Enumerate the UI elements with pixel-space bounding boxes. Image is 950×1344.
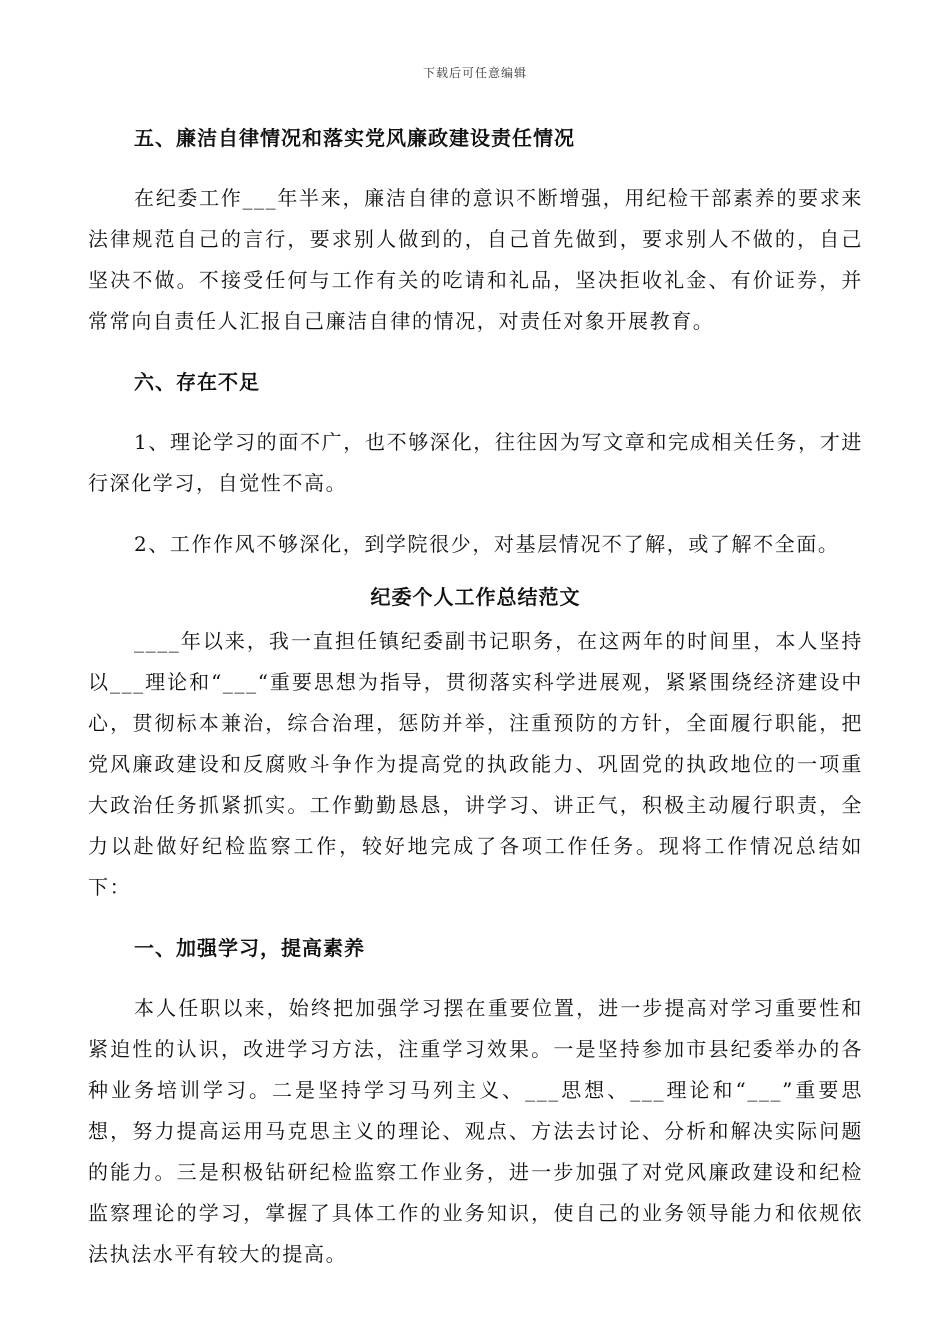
section-1-paragraph: 本人任职以来，始终把加强学习摆在重要位置，进一步提高对学习重要性和紧迫性的认识，改进学习方法，注重学习效果。一是坚持参加市县纪委举办的各种业务培训学习。二是坚持学习马列主义、___思想、___理论和“___”重要思想，努力提高运用马克思主义的理论、观点、方法去讨论、分析和解决实际问题的能力。三是积极钻研纪检监察工作业务，进一步加强了对党风廉政建设和纪检监察理论的学习，掌握了具体工作的业务知识，使自己的业务领导能力和依规依法执法水平有较大的提高。 [88, 996, 863, 1266]
document-title: 纪委个人工作总结范文 [370, 585, 581, 609]
section-6-item-2: 2、工作作风不够深化，到学院很少，对基层情况不了解，或了解不全面。 [134, 532, 840, 556]
section-6-heading: 六、存在不足 [134, 370, 260, 394]
section-1-heading: 一、加强学习，提高素养 [134, 936, 365, 960]
section-5-heading: 五、廉洁自律情况和落实党风廉政建设责任情况 [134, 126, 575, 150]
section-5-paragraph: 在纪委工作___年半来，廉洁自律的意识不断增强，用纪检干部素养的要求来法律规范自己的言行，要求别人做到的，自己首先做到，要求别人不做的，自己坚决不做。不接受任何与工作有关的吃请和礼品，坚决拒收礼金、有价证券，并常常向自责任人汇报自己廉洁自律的情况，对责任对象开展教育。 [88, 186, 863, 333]
page-header-note: 下载后可任意编辑 [422, 66, 527, 80]
intro-paragraph: ____年以来，我一直担任镇纪委副书记职务，在这两年的时间里，本人坚持以___理论和“___“重要思想为指导，贯彻落实科学进展观，紧紧围绕经济建设中心，贯彻标本兼治，综合治理，惩防并举，注重预防的方针，全面履行职能，把党风廉政建设和反腐败斗争作为提高党的执政能力、巩固党的执政地位的一项重大政治任务抓紧抓实。工作勤勤恳恳，讲学习、讲正气，积极主动履行职责，全力以赴做好纪检监察工作，较好地完成了各项工作任务。现将工作情况总结如下： [88, 629, 863, 899]
document-body [88, 118, 863, 1275]
section-6-item-1: 1、理论学习的面不广，也不够深化，往往因为写文章和完成相关任务，才进行深化学习，自觉性不高。 [88, 430, 863, 495]
